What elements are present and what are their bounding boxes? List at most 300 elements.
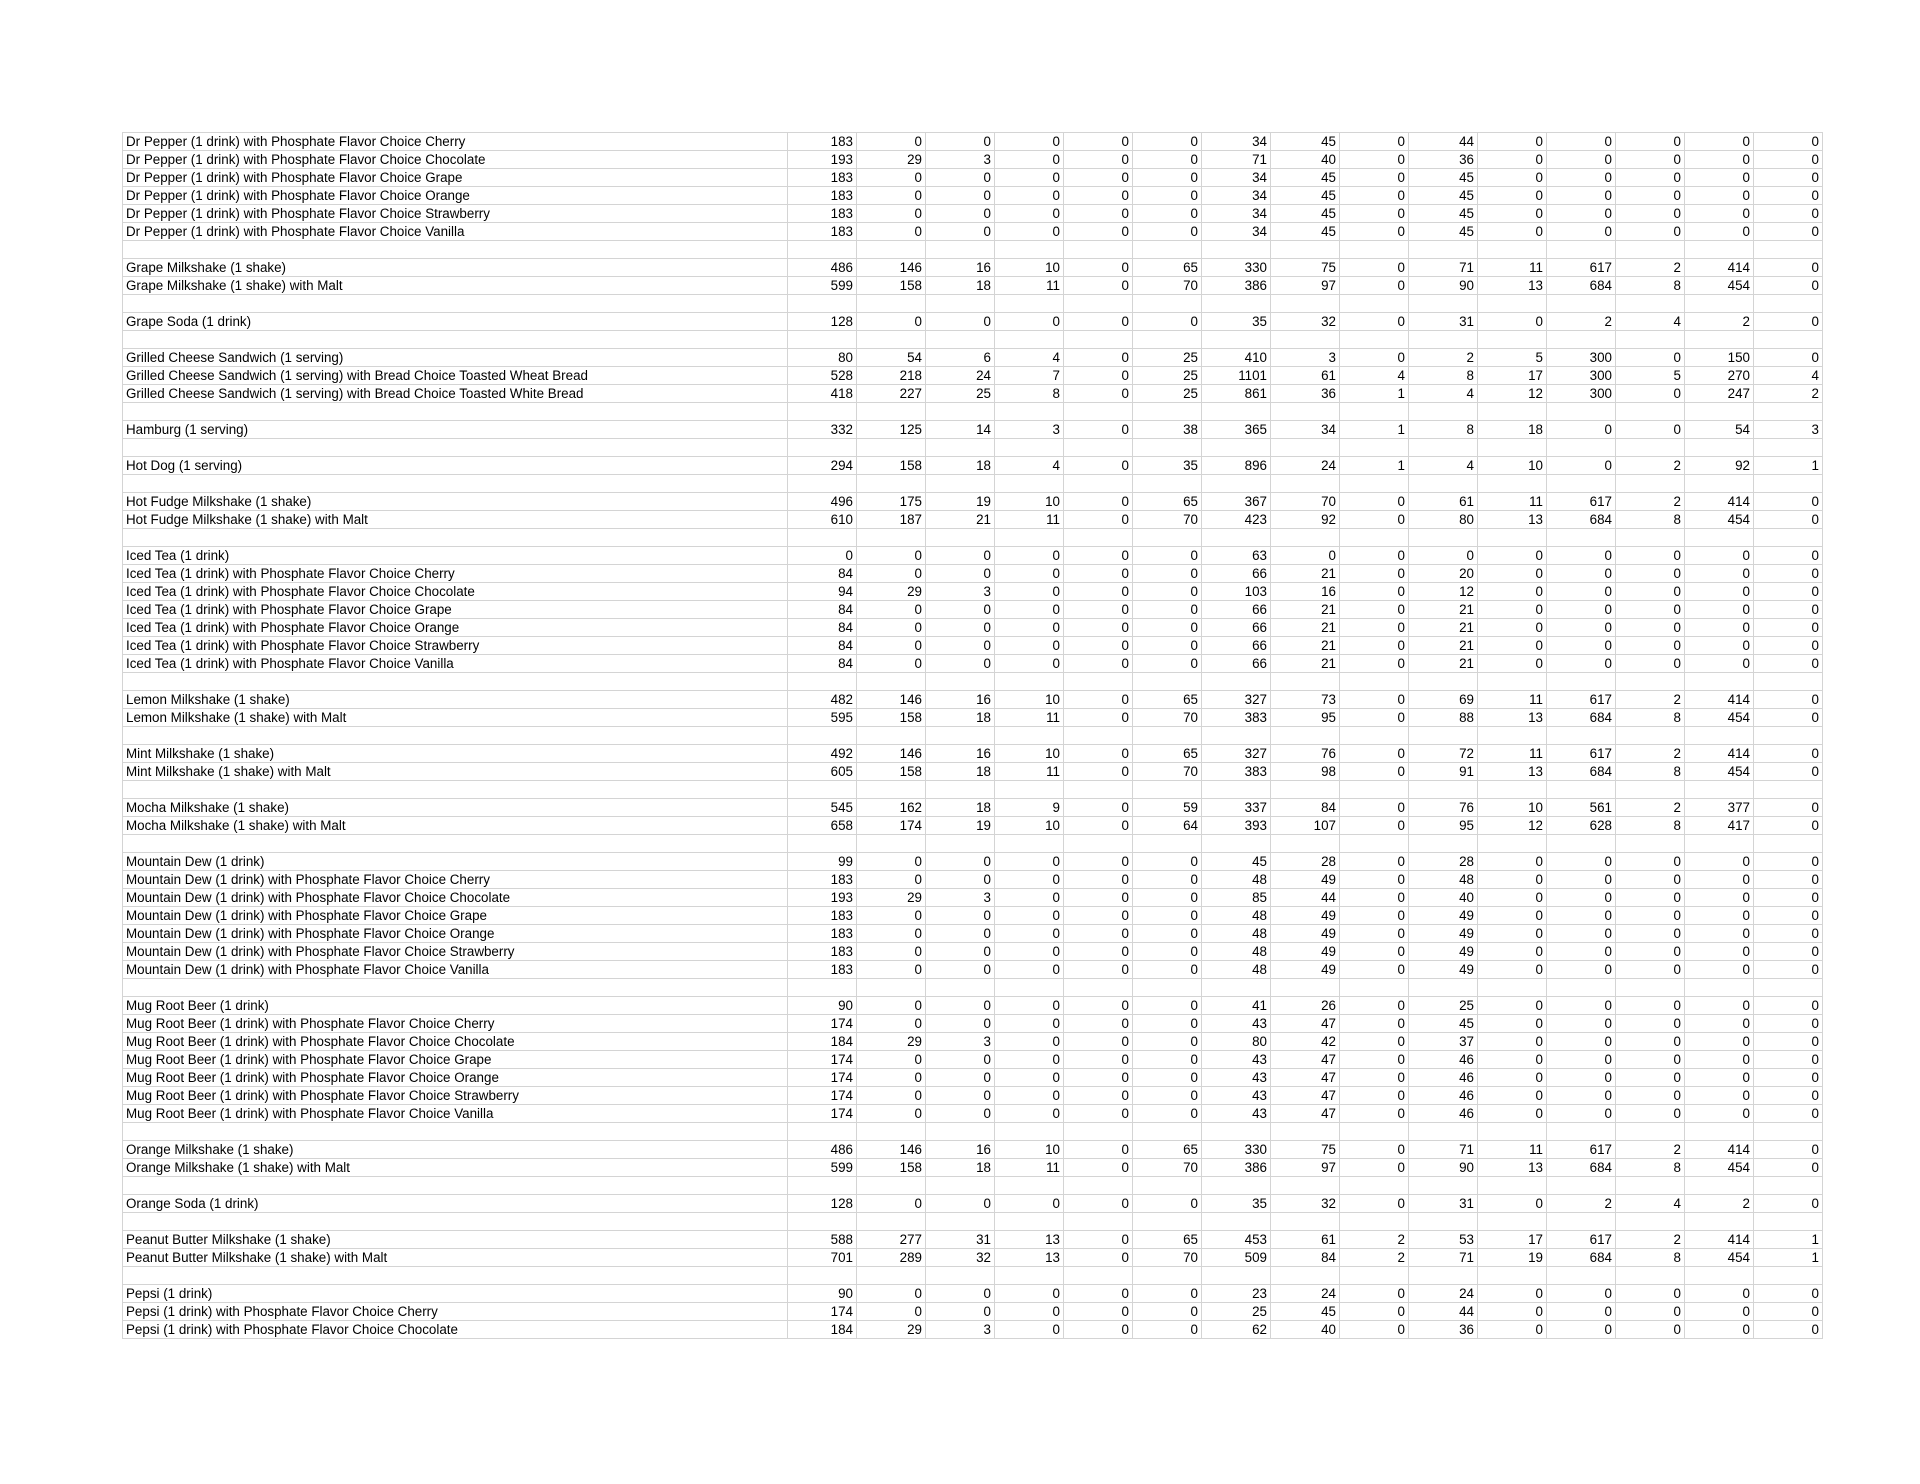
empty-cell[interactable] <box>857 1267 926 1285</box>
empty-cell[interactable] <box>1271 439 1340 457</box>
empty-cell[interactable] <box>857 439 926 457</box>
value-cell[interactable]: 0 <box>1478 637 1547 655</box>
empty-cell[interactable] <box>926 781 995 799</box>
value-cell[interactable]: 62 <box>1202 1321 1271 1339</box>
value-cell[interactable]: 0 <box>1340 1015 1409 1033</box>
value-cell[interactable]: 0 <box>1133 169 1202 187</box>
value-cell[interactable]: 34 <box>1202 205 1271 223</box>
value-cell[interactable]: 0 <box>995 565 1064 583</box>
value-cell[interactable]: 34 <box>1202 223 1271 241</box>
empty-cell[interactable] <box>1064 529 1133 547</box>
empty-cell[interactable] <box>1478 727 1547 745</box>
empty-cell[interactable] <box>1754 781 1823 799</box>
value-cell[interactable]: 0 <box>1064 943 1133 961</box>
value-cell[interactable]: 34 <box>1271 421 1340 439</box>
empty-cell[interactable] <box>1478 1267 1547 1285</box>
value-cell[interactable]: 84 <box>788 637 857 655</box>
item-name-cell[interactable]: Pepsi (1 drink) with Phosphate Flavor Choice Cherry <box>123 1303 788 1321</box>
empty-cell[interactable] <box>1409 331 1478 349</box>
value-cell[interactable]: 31 <box>926 1231 995 1249</box>
value-cell[interactable]: 0 <box>1685 961 1754 979</box>
value-cell[interactable]: 454 <box>1685 1159 1754 1177</box>
value-cell[interactable]: 47 <box>1271 1087 1340 1105</box>
value-cell[interactable]: 158 <box>857 1159 926 1177</box>
value-cell[interactable]: 0 <box>1340 511 1409 529</box>
value-cell[interactable]: 0 <box>857 1303 926 1321</box>
value-cell[interactable]: 1 <box>1340 457 1409 475</box>
value-cell[interactable]: 21 <box>1409 655 1478 673</box>
empty-cell[interactable] <box>1547 475 1616 493</box>
empty-cell[interactable] <box>1271 835 1340 853</box>
item-name-cell[interactable]: Mountain Dew (1 drink) with Phosphate Flavor Choice Grape <box>123 907 788 925</box>
value-cell[interactable]: 0 <box>1340 583 1409 601</box>
value-cell[interactable]: 0 <box>1616 349 1685 367</box>
value-cell[interactable]: 218 <box>857 367 926 385</box>
empty-cell[interactable] <box>1271 403 1340 421</box>
empty-cell[interactable] <box>123 781 788 799</box>
value-cell[interactable]: 410 <box>1202 349 1271 367</box>
empty-cell[interactable] <box>123 835 788 853</box>
empty-cell[interactable] <box>1133 403 1202 421</box>
empty-cell[interactable] <box>926 1123 995 1141</box>
item-name-cell[interactable]: Orange Milkshake (1 shake) <box>123 1141 788 1159</box>
value-cell[interactable]: 29 <box>857 1033 926 1051</box>
empty-cell[interactable] <box>1133 1177 1202 1195</box>
empty-cell[interactable] <box>857 331 926 349</box>
empty-cell[interactable] <box>1340 439 1409 457</box>
value-cell[interactable]: 10 <box>995 691 1064 709</box>
value-cell[interactable]: 70 <box>1133 709 1202 727</box>
value-cell[interactable]: 0 <box>1064 205 1133 223</box>
value-cell[interactable]: 0 <box>1340 871 1409 889</box>
value-cell[interactable]: 0 <box>995 1069 1064 1087</box>
value-cell[interactable]: 0 <box>1685 907 1754 925</box>
value-cell[interactable]: 492 <box>788 745 857 763</box>
value-cell[interactable]: 0 <box>995 943 1064 961</box>
value-cell[interactable]: 10 <box>1478 457 1547 475</box>
empty-cell[interactable] <box>1409 295 1478 313</box>
value-cell[interactable]: 0 <box>1133 1303 1202 1321</box>
value-cell[interactable]: 0 <box>1064 907 1133 925</box>
value-cell[interactable]: 146 <box>857 259 926 277</box>
value-cell[interactable]: 0 <box>1064 1321 1133 1339</box>
value-cell[interactable]: 0 <box>1754 1285 1823 1303</box>
value-cell[interactable]: 183 <box>788 133 857 151</box>
value-cell[interactable]: 49 <box>1271 925 1340 943</box>
item-name-cell[interactable]: Iced Tea (1 drink) <box>123 547 788 565</box>
value-cell[interactable]: 3 <box>926 1033 995 1051</box>
value-cell[interactable]: 0 <box>1478 169 1547 187</box>
value-cell[interactable]: 0 <box>857 169 926 187</box>
value-cell[interactable]: 31 <box>1409 1195 1478 1213</box>
empty-cell[interactable] <box>1133 979 1202 997</box>
value-cell[interactable]: 45 <box>1271 1303 1340 1321</box>
empty-cell[interactable] <box>1754 403 1823 421</box>
value-cell[interactable]: 0 <box>995 1015 1064 1033</box>
value-cell[interactable]: 0 <box>1685 925 1754 943</box>
value-cell[interactable]: 0 <box>1340 637 1409 655</box>
value-cell[interactable]: 0 <box>1340 709 1409 727</box>
value-cell[interactable]: 0 <box>857 637 926 655</box>
value-cell[interactable]: 65 <box>1133 1231 1202 1249</box>
value-cell[interactable]: 48 <box>1202 871 1271 889</box>
item-name-cell[interactable]: Grape Milkshake (1 shake) with Malt <box>123 277 788 295</box>
empty-cell[interactable] <box>995 295 1064 313</box>
value-cell[interactable]: 0 <box>1064 637 1133 655</box>
value-cell[interactable]: 70 <box>1133 763 1202 781</box>
value-cell[interactable]: 0 <box>1133 961 1202 979</box>
value-cell[interactable]: 0 <box>857 1195 926 1213</box>
empty-cell[interactable] <box>926 1267 995 1285</box>
value-cell[interactable]: 0 <box>1478 1033 1547 1051</box>
value-cell[interactable]: 0 <box>857 1051 926 1069</box>
empty-cell[interactable] <box>1685 241 1754 259</box>
value-cell[interactable]: 0 <box>1547 583 1616 601</box>
value-cell[interactable]: 0 <box>926 1285 995 1303</box>
empty-cell[interactable] <box>1409 1123 1478 1141</box>
value-cell[interactable]: 0 <box>1064 565 1133 583</box>
value-cell[interactable]: 0 <box>1133 223 1202 241</box>
empty-cell[interactable] <box>1202 1177 1271 1195</box>
value-cell[interactable]: 8 <box>1616 1249 1685 1267</box>
empty-cell[interactable] <box>1685 1123 1754 1141</box>
value-cell[interactable]: 0 <box>1754 493 1823 511</box>
value-cell[interactable]: 0 <box>1616 1069 1685 1087</box>
empty-cell[interactable] <box>1133 673 1202 691</box>
value-cell[interactable]: 386 <box>1202 277 1271 295</box>
value-cell[interactable]: 47 <box>1271 1015 1340 1033</box>
value-cell[interactable]: 49 <box>1409 961 1478 979</box>
value-cell[interactable]: 0 <box>1616 871 1685 889</box>
empty-cell[interactable] <box>1685 1267 1754 1285</box>
value-cell[interactable]: 414 <box>1685 1231 1754 1249</box>
empty-cell[interactable] <box>1616 475 1685 493</box>
value-cell[interactable]: 45 <box>1271 223 1340 241</box>
value-cell[interactable]: 45 <box>1271 133 1340 151</box>
value-cell[interactable]: 53 <box>1409 1231 1478 1249</box>
value-cell[interactable]: 45 <box>1271 169 1340 187</box>
value-cell[interactable]: 0 <box>1754 961 1823 979</box>
empty-cell[interactable] <box>1340 331 1409 349</box>
value-cell[interactable]: 0 <box>1616 1015 1685 1033</box>
value-cell[interactable]: 0 <box>995 1195 1064 1213</box>
value-cell[interactable]: 0 <box>1340 997 1409 1015</box>
value-cell[interactable]: 48 <box>1202 907 1271 925</box>
value-cell[interactable]: 183 <box>788 169 857 187</box>
empty-cell[interactable] <box>788 403 857 421</box>
value-cell[interactable]: 0 <box>1064 1231 1133 1249</box>
value-cell[interactable]: 383 <box>1202 763 1271 781</box>
empty-cell[interactable] <box>1202 673 1271 691</box>
empty-cell[interactable] <box>995 673 1064 691</box>
empty-cell[interactable] <box>1409 1177 1478 1195</box>
value-cell[interactable]: 0 <box>1064 385 1133 403</box>
value-cell[interactable]: 0 <box>857 1105 926 1123</box>
value-cell[interactable]: 0 <box>926 601 995 619</box>
value-cell[interactable]: 0 <box>1064 1051 1133 1069</box>
value-cell[interactable]: 0 <box>1754 745 1823 763</box>
value-cell[interactable]: 0 <box>995 637 1064 655</box>
item-name-cell[interactable]: Pepsi (1 drink) <box>123 1285 788 1303</box>
value-cell[interactable]: 45 <box>1409 205 1478 223</box>
value-cell[interactable]: 0 <box>1064 655 1133 673</box>
value-cell[interactable]: 684 <box>1547 1159 1616 1177</box>
value-cell[interactable]: 377 <box>1685 799 1754 817</box>
empty-cell[interactable] <box>995 1177 1064 1195</box>
value-cell[interactable]: 486 <box>788 1141 857 1159</box>
empty-cell[interactable] <box>788 439 857 457</box>
value-cell[interactable]: 0 <box>857 601 926 619</box>
value-cell[interactable]: 330 <box>1202 1141 1271 1159</box>
value-cell[interactable]: 0 <box>1754 817 1823 835</box>
item-name-cell[interactable]: Lemon Milkshake (1 shake) <box>123 691 788 709</box>
value-cell[interactable]: 0 <box>1685 1051 1754 1069</box>
value-cell[interactable]: 0 <box>926 223 995 241</box>
value-cell[interactable]: 0 <box>1685 637 1754 655</box>
item-name-cell[interactable]: Lemon Milkshake (1 shake) with Malt <box>123 709 788 727</box>
empty-cell[interactable] <box>1478 403 1547 421</box>
value-cell[interactable]: 509 <box>1202 1249 1271 1267</box>
value-cell[interactable]: 174 <box>788 1051 857 1069</box>
value-cell[interactable]: 2 <box>1685 1195 1754 1213</box>
value-cell[interactable]: 0 <box>926 205 995 223</box>
value-cell[interactable]: 0 <box>1478 223 1547 241</box>
empty-cell[interactable] <box>123 1213 788 1231</box>
value-cell[interactable]: 0 <box>1133 547 1202 565</box>
value-cell[interactable]: 0 <box>1340 619 1409 637</box>
value-cell[interactable]: 0 <box>1685 169 1754 187</box>
empty-cell[interactable] <box>123 403 788 421</box>
value-cell[interactable]: 277 <box>857 1231 926 1249</box>
empty-cell[interactable] <box>1685 529 1754 547</box>
empty-cell[interactable] <box>926 241 995 259</box>
empty-cell[interactable] <box>1616 979 1685 997</box>
empty-cell[interactable] <box>1064 673 1133 691</box>
value-cell[interactable]: 628 <box>1547 817 1616 835</box>
value-cell[interactable]: 0 <box>1340 601 1409 619</box>
empty-cell[interactable] <box>1616 529 1685 547</box>
value-cell[interactable]: 0 <box>995 133 1064 151</box>
value-cell[interactable]: 599 <box>788 277 857 295</box>
value-cell[interactable]: 11 <box>1478 745 1547 763</box>
value-cell[interactable]: 0 <box>1133 583 1202 601</box>
value-cell[interactable]: 0 <box>1685 583 1754 601</box>
value-cell[interactable]: 0 <box>1547 925 1616 943</box>
value-cell[interactable]: 300 <box>1547 349 1616 367</box>
value-cell[interactable]: 0 <box>857 1087 926 1105</box>
value-cell[interactable]: 13 <box>995 1249 1064 1267</box>
empty-cell[interactable] <box>1202 331 1271 349</box>
value-cell[interactable]: 0 <box>1133 601 1202 619</box>
value-cell[interactable]: 45 <box>1202 853 1271 871</box>
value-cell[interactable]: 14 <box>926 421 995 439</box>
empty-cell[interactable] <box>1202 1213 1271 1231</box>
empty-cell[interactable] <box>1478 241 1547 259</box>
value-cell[interactable]: 486 <box>788 259 857 277</box>
value-cell[interactable]: 0 <box>1409 547 1478 565</box>
item-name-cell[interactable]: Dr Pepper (1 drink) with Phosphate Flavor Choice Vanilla <box>123 223 788 241</box>
value-cell[interactable]: 0 <box>857 223 926 241</box>
value-cell[interactable]: 684 <box>1547 511 1616 529</box>
empty-cell[interactable] <box>1340 1267 1409 1285</box>
value-cell[interactable]: 0 <box>926 943 995 961</box>
empty-cell[interactable] <box>1754 1267 1823 1285</box>
value-cell[interactable]: 11 <box>995 511 1064 529</box>
value-cell[interactable]: 44 <box>1409 1303 1478 1321</box>
value-cell[interactable]: 0 <box>1133 907 1202 925</box>
empty-cell[interactable] <box>1271 1177 1340 1195</box>
value-cell[interactable]: 0 <box>1547 961 1616 979</box>
empty-cell[interactable] <box>1547 403 1616 421</box>
value-cell[interactable]: 76 <box>1271 745 1340 763</box>
value-cell[interactable]: 0 <box>1064 1303 1133 1321</box>
value-cell[interactable]: 0 <box>1685 1285 1754 1303</box>
value-cell[interactable]: 18 <box>926 1159 995 1177</box>
value-cell[interactable]: 337 <box>1202 799 1271 817</box>
value-cell[interactable]: 684 <box>1547 763 1616 781</box>
empty-cell[interactable] <box>1340 241 1409 259</box>
value-cell[interactable]: 2 <box>1616 457 1685 475</box>
empty-cell[interactable] <box>1271 979 1340 997</box>
value-cell[interactable]: 0 <box>1340 745 1409 763</box>
empty-cell[interactable] <box>926 403 995 421</box>
value-cell[interactable]: 64 <box>1133 817 1202 835</box>
value-cell[interactable]: 0 <box>1478 853 1547 871</box>
empty-cell[interactable] <box>1340 475 1409 493</box>
empty-cell[interactable] <box>1754 727 1823 745</box>
value-cell[interactable]: 0 <box>1685 151 1754 169</box>
value-cell[interactable]: 0 <box>1754 259 1823 277</box>
value-cell[interactable]: 46 <box>1409 1105 1478 1123</box>
value-cell[interactable]: 0 <box>857 871 926 889</box>
empty-cell[interactable] <box>1754 331 1823 349</box>
value-cell[interactable]: 193 <box>788 151 857 169</box>
empty-cell[interactable] <box>926 835 995 853</box>
value-cell[interactable]: 0 <box>857 313 926 331</box>
value-cell[interactable]: 0 <box>926 1069 995 1087</box>
value-cell[interactable]: 0 <box>1547 655 1616 673</box>
value-cell[interactable]: 97 <box>1271 1159 1340 1177</box>
value-cell[interactable]: 0 <box>1754 655 1823 673</box>
empty-cell[interactable] <box>1685 295 1754 313</box>
value-cell[interactable]: 0 <box>1616 1285 1685 1303</box>
value-cell[interactable]: 193 <box>788 889 857 907</box>
value-cell[interactable]: 43 <box>1202 1087 1271 1105</box>
empty-cell[interactable] <box>1202 295 1271 313</box>
value-cell[interactable]: 0 <box>995 1105 1064 1123</box>
value-cell[interactable]: 0 <box>1754 277 1823 295</box>
value-cell[interactable]: 0 <box>1340 277 1409 295</box>
value-cell[interactable]: 0 <box>1133 925 1202 943</box>
empty-cell[interactable] <box>1478 295 1547 313</box>
value-cell[interactable]: 0 <box>926 547 995 565</box>
empty-cell[interactable] <box>1409 439 1478 457</box>
value-cell[interactable]: 0 <box>1547 1303 1616 1321</box>
item-name-cell[interactable]: Iced Tea (1 drink) with Phosphate Flavor Choice Vanilla <box>123 655 788 673</box>
value-cell[interactable]: 0 <box>1478 907 1547 925</box>
value-cell[interactable]: 0 <box>1064 493 1133 511</box>
value-cell[interactable]: 0 <box>1064 277 1133 295</box>
value-cell[interactable]: 0 <box>1754 709 1823 727</box>
value-cell[interactable]: 48 <box>1202 943 1271 961</box>
empty-cell[interactable] <box>1271 1213 1340 1231</box>
empty-cell[interactable] <box>1202 979 1271 997</box>
value-cell[interactable]: 3 <box>1271 349 1340 367</box>
value-cell[interactable]: 12 <box>1478 385 1547 403</box>
value-cell[interactable]: 1 <box>1754 457 1823 475</box>
value-cell[interactable]: 0 <box>1064 1159 1133 1177</box>
value-cell[interactable]: 76 <box>1409 799 1478 817</box>
value-cell[interactable]: 0 <box>926 637 995 655</box>
empty-cell[interactable] <box>995 475 1064 493</box>
value-cell[interactable]: 71 <box>1409 1249 1478 1267</box>
value-cell[interactable]: 595 <box>788 709 857 727</box>
item-name-cell[interactable]: Iced Tea (1 drink) with Phosphate Flavor Choice Grape <box>123 601 788 619</box>
value-cell[interactable]: 0 <box>1754 619 1823 637</box>
empty-cell[interactable] <box>857 673 926 691</box>
value-cell[interactable]: 0 <box>1616 187 1685 205</box>
value-cell[interactable]: 0 <box>926 655 995 673</box>
value-cell[interactable]: 35 <box>1133 457 1202 475</box>
value-cell[interactable]: 0 <box>1340 1159 1409 1177</box>
value-cell[interactable]: 0 <box>995 997 1064 1015</box>
value-cell[interactable]: 0 <box>1616 205 1685 223</box>
empty-cell[interactable] <box>123 475 788 493</box>
value-cell[interactable]: 2 <box>1685 313 1754 331</box>
value-cell[interactable]: 158 <box>857 457 926 475</box>
value-cell[interactable]: 0 <box>1547 1105 1616 1123</box>
empty-cell[interactable] <box>1340 1177 1409 1195</box>
value-cell[interactable]: 4 <box>1616 313 1685 331</box>
empty-cell[interactable] <box>1685 403 1754 421</box>
value-cell[interactable]: 0 <box>1064 223 1133 241</box>
value-cell[interactable]: 80 <box>1409 511 1478 529</box>
value-cell[interactable]: 146 <box>857 745 926 763</box>
value-cell[interactable]: 11 <box>995 763 1064 781</box>
empty-cell[interactable] <box>1685 979 1754 997</box>
item-name-cell[interactable]: Mint Milkshake (1 shake) with Malt <box>123 763 788 781</box>
empty-cell[interactable] <box>995 1267 1064 1285</box>
empty-cell[interactable] <box>1133 1213 1202 1231</box>
value-cell[interactable]: 0 <box>1685 205 1754 223</box>
empty-cell[interactable] <box>926 1213 995 1231</box>
value-cell[interactable]: 183 <box>788 223 857 241</box>
value-cell[interactable]: 0 <box>1685 601 1754 619</box>
value-cell[interactable]: 21 <box>1409 619 1478 637</box>
empty-cell[interactable] <box>1133 331 1202 349</box>
value-cell[interactable]: 45 <box>1409 187 1478 205</box>
empty-cell[interactable] <box>926 727 995 745</box>
empty-cell[interactable] <box>1133 475 1202 493</box>
empty-cell[interactable] <box>1064 1177 1133 1195</box>
item-name-cell[interactable]: Dr Pepper (1 drink) with Phosphate Flavor Choice Strawberry <box>123 205 788 223</box>
value-cell[interactable]: 0 <box>1340 655 1409 673</box>
value-cell[interactable]: 0 <box>1478 619 1547 637</box>
value-cell[interactable]: 0 <box>1064 997 1133 1015</box>
value-cell[interactable]: 0 <box>1754 925 1823 943</box>
item-name-cell[interactable]: Dr Pepper (1 drink) with Phosphate Flavor Choice Chocolate <box>123 151 788 169</box>
value-cell[interactable]: 183 <box>788 943 857 961</box>
value-cell[interactable]: 0 <box>1754 853 1823 871</box>
value-cell[interactable]: 48 <box>1409 871 1478 889</box>
value-cell[interactable]: 174 <box>788 1303 857 1321</box>
value-cell[interactable]: 0 <box>1064 187 1133 205</box>
value-cell[interactable]: 0 <box>926 907 995 925</box>
value-cell[interactable]: 0 <box>926 133 995 151</box>
empty-cell[interactable] <box>1547 979 1616 997</box>
value-cell[interactable]: 1 <box>1754 1231 1823 1249</box>
empty-cell[interactable] <box>788 979 857 997</box>
